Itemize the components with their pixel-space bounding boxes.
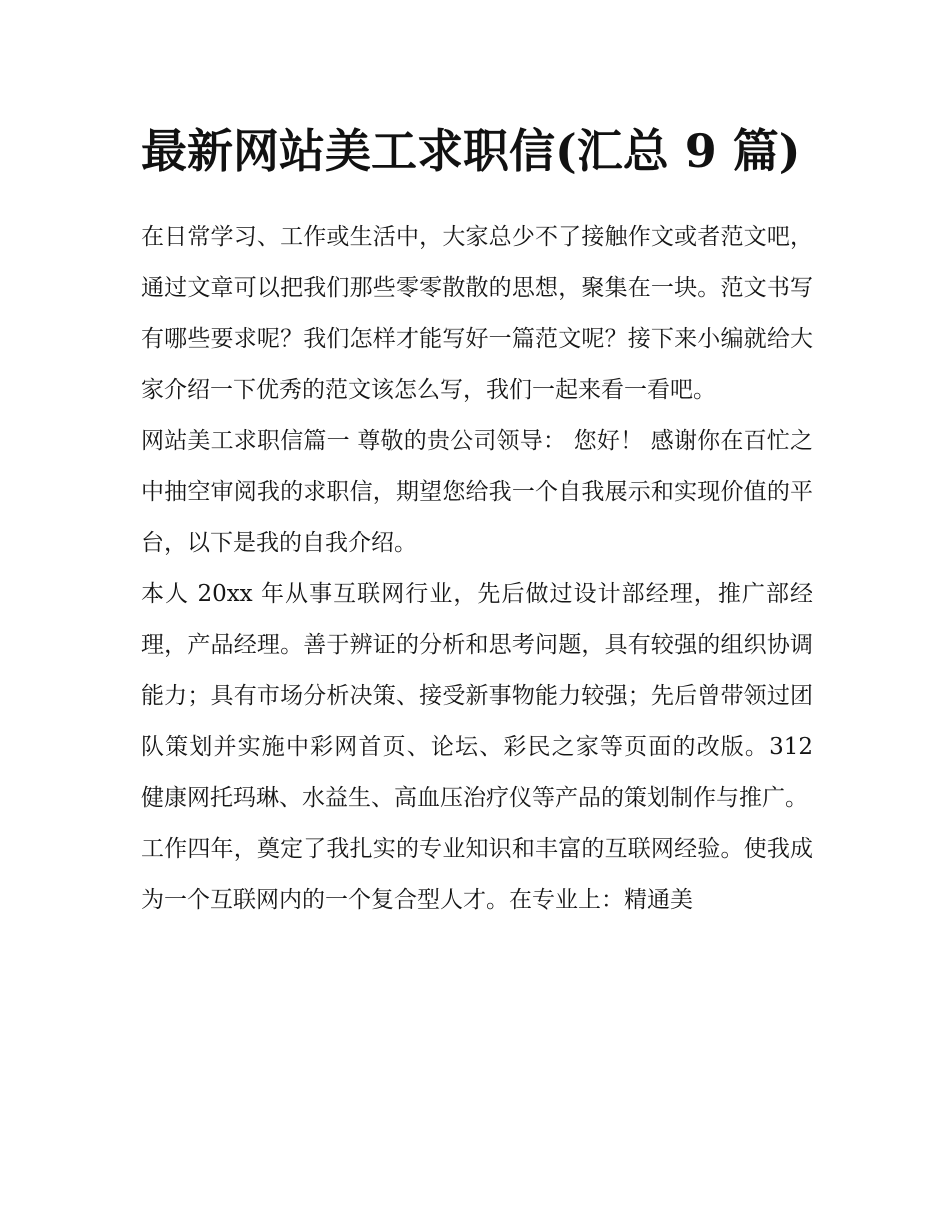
paragraph-skills: 工作四年，奠定了我扎实的专业知识和丰富的互联网经验。使我成为一个互联网内的一个复合型人才。在专业上：精通美	[141, 836, 813, 913]
paragraph-letter-opening: 网站美工求职信篇一 尊敬的贵公司领导： 您好！ 感谢你在百忙之中抽空审阅我的求职信，期望您给我一个自我展示和实现价值的平台，以下是我的自我介绍。	[141, 428, 813, 556]
document-body	[141, 112, 813, 926]
paragraph-experience: 本人 20xx 年从事互联网行业，先后做过设计部经理，推广部经理，产品经理。善于辨证的分析和思考问题，具有较强的组织协调能力；具有市场分析决策、接受新事物能力较强；先后曾带领过团队策划并实施中彩网首页、论坛、彩民之家等页面的改版。312 健康网托玛琳、水益生、高血压治疗仪等产品的策划制作与推广。	[141, 581, 813, 811]
document-title: 最新网站美工求职信(汇总 9 篇)	[141, 124, 801, 178]
paragraph-intro: 在日常学习、工作或生活中，大家总少不了接触作文或者范文吧，通过文章可以把我们那些零零散散的思想，聚集在一块。范文书写有哪些要求呢？我们怎样才能写好一篇范文呢？接下来小编就给大家介绍一下优秀的范文该怎么写，我们一起来看一看吧。	[141, 224, 813, 403]
